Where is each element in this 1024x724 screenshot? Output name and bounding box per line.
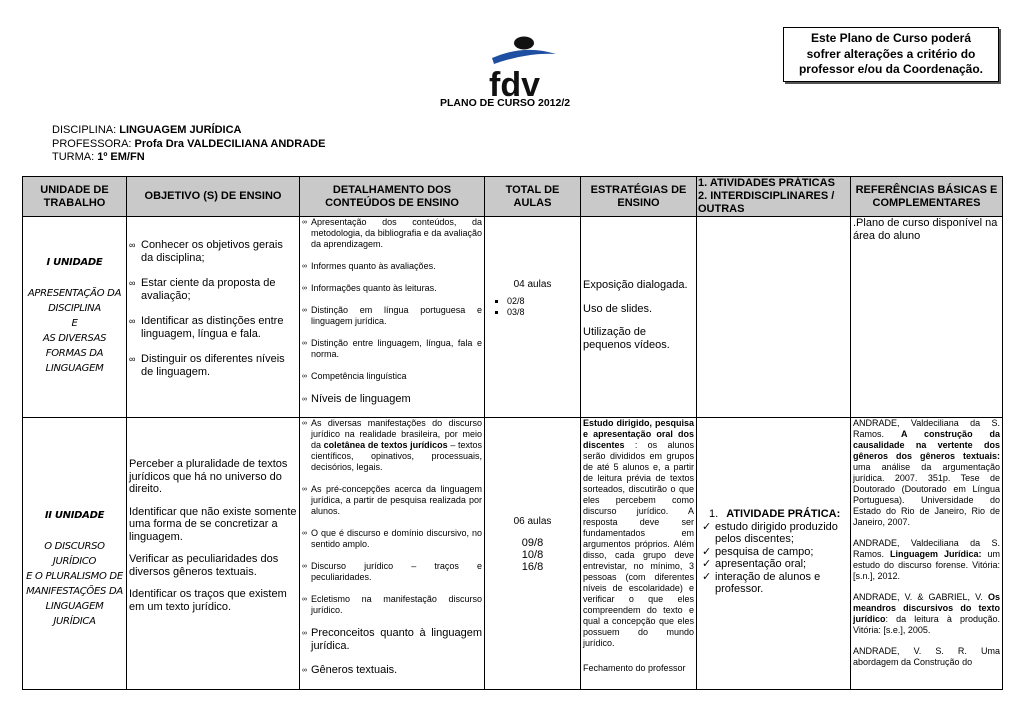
content-item: ∞ Níveis de linguagem <box>302 393 482 406</box>
reference-item: ANDRADE, V. S. R. Uma abordagem da Construção do <box>853 646 1000 667</box>
notice-box <box>783 27 999 82</box>
content-text: – textos científicos, opinativos, processuais, decisórios, legais. <box>311 440 482 472</box>
unit-text: LINGUAGEM <box>45 363 104 374</box>
content-item: ∞ Distinção em língua portuguesa e linguagem jurídica. <box>302 305 482 327</box>
references-cell <box>851 418 1003 690</box>
reference-bold: Os meandros discursivos do texto jurídico <box>853 592 1000 624</box>
fdv-logo <box>488 36 560 98</box>
content-item: ∞ As pré-concepções acerca da linguagem jurídica, a partir de pesquisa realizada por alunos. <box>302 484 482 517</box>
objective-item: ∞ Distinguir os diferentes níveis de linguagem. <box>129 353 297 378</box>
activity-number: 1. <box>709 508 719 520</box>
reference-text: uma análise da argumentação jurídica. 2007. 351p. Tese de Doutorado (Doutorado em Língua Portuguesa). Universidade do Estado do Rio de Janeiro, Rio de Janeiro, 2007. <box>853 462 1000 527</box>
references-cell <box>851 217 1003 418</box>
notice-line: sofrer alterações a critério do <box>806 46 976 61</box>
activity-item: ✓ estudo dirigido produzido pelos discentes; <box>715 521 848 546</box>
strategy-item: Exposição dialogada. <box>583 279 688 291</box>
objectives-cell <box>127 217 300 418</box>
table-row <box>23 217 1003 418</box>
content-bold: coletânea de textos jurídicos <box>323 440 448 450</box>
total-classes: 06 aulas <box>513 516 552 527</box>
content-item: ∞ Distinção entre linguagem, língua, fala e norma. <box>302 338 482 360</box>
professor-line <box>52 138 325 152</box>
unit-title: I UNIDADE <box>46 257 103 268</box>
unit-text: E <box>71 318 78 329</box>
table-header-row <box>23 177 1003 217</box>
reference-item: .Plano de curso disponível na área do aluno <box>853 217 998 242</box>
total-cell <box>485 418 581 690</box>
discipline-label: DISCIPLINA: <box>52 124 120 136</box>
course-meta <box>52 124 325 165</box>
unit-text: E O PLURALISMO DE <box>26 571 123 582</box>
header-estrategias: ESTRATÉGIAS DE ENSINO <box>581 177 697 217</box>
reference-item <box>853 538 1000 582</box>
reference-item <box>853 592 1000 636</box>
reference-bold: A construção da causalidade na vertente dos gêneros dos gêneros textuais: <box>853 429 1000 461</box>
strategy-item: Utilização de pequenos vídeos. <box>583 326 670 351</box>
content-text: As diversas manifestações do discurso jurídico na realidade brasileira, por meio da <box>311 418 482 450</box>
discipline-line <box>52 124 325 138</box>
content-item: ∞ Competência linguística <box>302 371 482 382</box>
total-classes: 04 aulas <box>513 279 552 290</box>
table-row <box>23 418 1003 690</box>
reference-bold: Linguagem Jurídica: <box>890 549 982 559</box>
discipline-value: LINGUAGEM JURÍDICA <box>119 124 242 136</box>
strategy-bold: Estudo dirigido, pesquisa e apresentação oral dos discentes <box>583 418 694 450</box>
plan-title: PLANO DE CURSO 2012/2 <box>440 97 571 109</box>
reference-text: um estudo do discurso forense. Vitória: [s.n.], 2012. <box>853 549 1000 581</box>
header-total: TOTAL DE AULAS <box>485 177 581 217</box>
header-atividades-line: 1. ATIVIDADES PRÁTICAS <box>698 177 835 189</box>
date-item: 09/8 <box>521 537 544 549</box>
strategy-item: Uso de slides. <box>583 302 653 315</box>
professor-label: PROFESSORA: <box>52 137 135 150</box>
header-referencias: REFERÊNCIAS BÁSICAS E COMPLEMENTARES <box>851 177 1003 217</box>
content-item: ∞ Informes quanto às avaliações. <box>302 261 482 272</box>
strategy-item: Fechamento do professor <box>583 663 686 673</box>
class-line <box>52 151 325 165</box>
content-item: ∞ Apresentação dos conteúdos, da metodologia, da bibliografia e da avaliação da aprendizagem. <box>302 217 482 250</box>
content-item: ∞ Ecletismo na manifestação discurso jurídico. <box>302 594 482 616</box>
header-objetivo: OBJETIVO (S) DE ENSINO <box>127 177 300 217</box>
activities-cell <box>697 217 851 418</box>
strategy-text: : os alunos serão divididos em grupos de até 5 alunos e, a partir de leitura prévia de textos sorteados, discutirão o que eles percebem como discurso jurídico. A resposta deve ser fundamentados em argumentos próprios. Além disso, cada grupo deve entrevistar, no mínimo, 3 pessoas (com diferentes níveis de escolaridade) e verificar o que eles compreendem do texto e qual a concepção que eles possuem do mundo jurídico. <box>583 440 694 648</box>
header-unidade: UNIDADE DE TRABALHO <box>23 177 127 217</box>
content-item: ∞ Discurso jurídico – traços e peculiaridades. <box>302 561 482 583</box>
activity-item: ✓ pesquisa de campo; <box>715 546 848 559</box>
content-item: ∞ O que é discurso e domínio discursivo, no sentido amplo. <box>302 528 482 550</box>
total-cell <box>485 217 581 418</box>
objective-item: Identificar os traços que existem em um texto jurídico. <box>129 588 287 613</box>
activity-title-text: ATIVIDADE PRÁTICA: <box>726 508 841 520</box>
reference-text: ANDRADE, Valdeciliana da S. Ramos. <box>853 418 1000 439</box>
fdv-logo-mark <box>488 36 560 98</box>
activity-item: ✓ interação de alunos e professor. <box>715 571 848 596</box>
header-detalhamento: DETALHAMENTO DOS CONTEÚDOS DE ENSINO <box>300 177 485 217</box>
objective-item: Perceber a pluralidade de textos jurídicos que há no universo do direito. <box>129 458 288 495</box>
header-atividades-line: 2. INTERDISCIPLINARES / <box>698 190 835 202</box>
objectives-cell <box>127 418 300 690</box>
unit-title: II UNIDADE <box>44 510 105 521</box>
date-item: 10/8 <box>521 549 544 561</box>
content-item <box>302 418 482 473</box>
objective-item: Verificar as peculiaridades dos diversos gêneros textuais. <box>129 553 279 578</box>
header-atividades-line: OUTRAS <box>698 203 745 215</box>
date-item: ▪ 02/8 <box>507 296 578 307</box>
contents-cell <box>300 418 485 690</box>
content-item: ∞ Preconceitos quanto à linguagem jurídica. <box>302 627 482 653</box>
objective-item: Identificar que não existe somente uma forma de se concretizar a linguagem. <box>129 505 297 543</box>
reference-text: : da leitura à produção. Vitória: [s.e.], 2005. <box>853 614 1000 635</box>
unit-text: O DISCURSO JURÍDICO <box>44 541 105 567</box>
content-item: ∞ Gêneros textuais. <box>302 664 482 677</box>
activity-item: ✓ apresentação oral; <box>715 558 848 571</box>
unit-cell <box>23 418 127 690</box>
course-plan-table <box>22 176 1003 690</box>
class-label: TURMA: <box>52 151 98 163</box>
professor-value: Profa Dra VALDECILIANA ANDRADE <box>134 137 326 150</box>
header-atividades <box>697 177 851 217</box>
activities-cell <box>697 418 851 690</box>
objective-item: ∞ Identificar as distinções entre linguagem, língua e fala. <box>129 315 297 340</box>
reference-text: ANDRADE, Valdeciliana da S. Ramos. <box>853 538 1000 559</box>
strategies-cell <box>581 217 697 418</box>
unit-text: APRESENTAÇÃO DA <box>27 288 122 299</box>
strategies-cell <box>581 418 697 690</box>
unit-text: MANIFESTAÇÕES DA <box>26 586 123 597</box>
reference-text: ANDRADE, V. & GABRIEL, V. <box>853 592 988 602</box>
contents-cell <box>300 217 485 418</box>
objective-item: ∞ Conhecer os objetivos gerais da disciplina; <box>129 239 297 264</box>
class-value: 1º EM/FN <box>97 151 145 163</box>
reference-item <box>853 418 1000 528</box>
notice-line: Este Plano de Curso poderá <box>810 31 972 46</box>
unit-text: DISCIPLINA <box>48 303 101 314</box>
unit-cell <box>23 217 127 418</box>
objective-item: ∞ Estar ciente da proposta de avaliação; <box>129 277 297 302</box>
content-item: ∞ Informações quanto às leituras. <box>302 283 482 294</box>
activity-title <box>699 508 848 521</box>
logo-text: fdv <box>489 66 540 98</box>
date-item: 16/8 <box>521 561 544 573</box>
notice-line: professor e/ou da Coordenação. <box>798 62 984 77</box>
unit-text: AS DIVERSAS FORMAS DA <box>42 333 107 359</box>
unit-text: LINGUAGEM JURÍDICA <box>45 601 104 627</box>
date-item: ▪ 03/8 <box>507 307 578 318</box>
